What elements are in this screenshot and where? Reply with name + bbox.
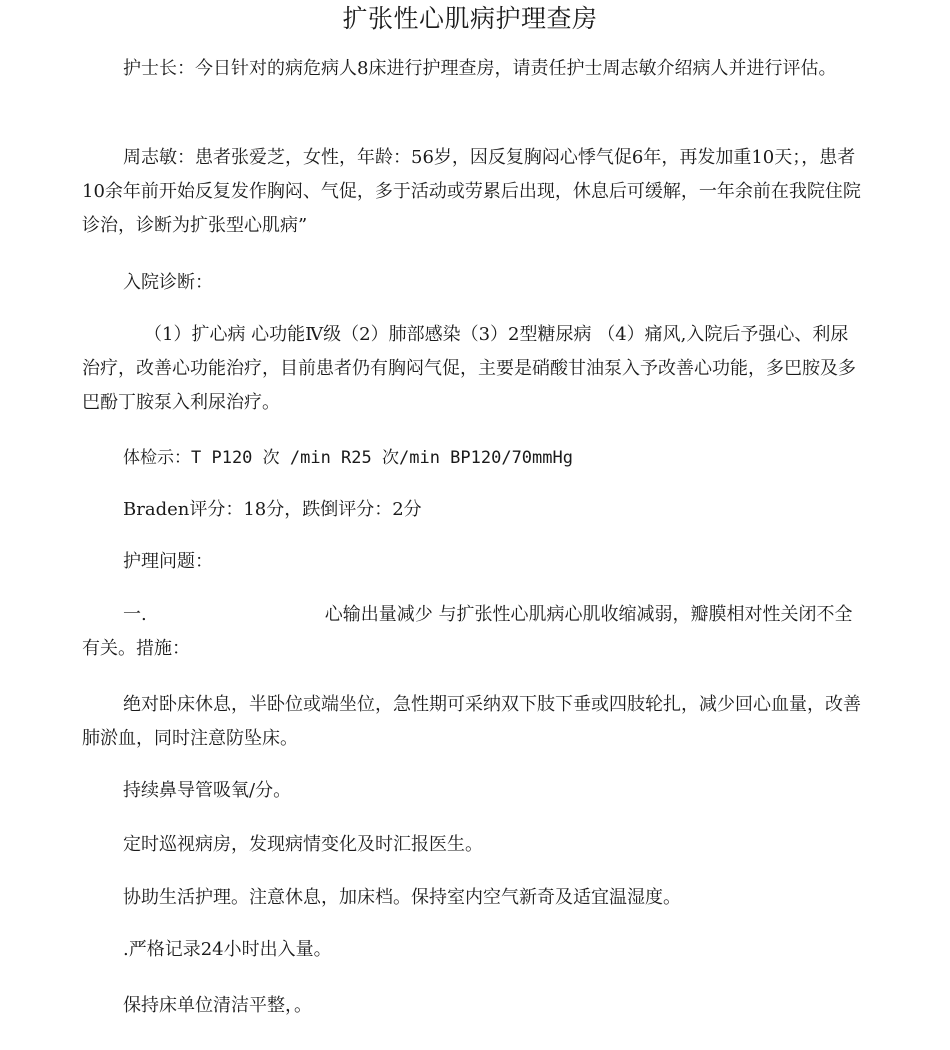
issue-number: 一. [123, 604, 147, 625]
measure-intake-output: .严格记录24小时出入量。 [123, 939, 332, 960]
issue-text: 心输出量减少 与扩张性心肌病心肌收缩减弱，瓣膜相对性关闭不全有关。措施： [82, 604, 853, 659]
measure-oxygen: 持续鼻导管吸氧/分。 [123, 780, 292, 801]
measure-bed-rest: 绝对卧床休息，半卧位或端坐位，急性期可采纳双下肢下垂或四肢轮扎，减少回心血量，改善肺淤血，同时注意防坠床。 [82, 694, 861, 749]
measure-daily-care: 协助生活护理。注意休息，加床档。保持室内空气新奇及适宜温湿度。 [123, 887, 681, 908]
measure-rounds: 定时巡视病房，发现病情变化及时汇报医生。 [123, 834, 483, 855]
measure-bed-unit: 保持床单位清洁平整，。 [123, 995, 312, 1016]
physical-exam-line: 体检示：T P120 次 /min R25 次/min BP120/70mmHg [123, 448, 573, 468]
nursing-issue-one [82, 598, 862, 666]
patient-intro-paragraph: 周志敏：患者张爱芝，女性，年龄：56岁，因反复胸闷心悸气促6年，再发加重10天；，患者10余年前开始反复发作胸闷、气促，多于活动或劳累后出现，休息后可缓解，一年余前在我院住院诊治，诊断为扩张型心肌病” [82, 147, 861, 236]
document-title: 扩张性心肌病护理查房 [342, 4, 598, 33]
assessment-scores-line: Braden评分：18分，跌倒评分：2分 [123, 499, 422, 520]
admission-diagnosis-details: （1）扩心病 心功能Ⅳ级（2）肺部感染（3）2型糖尿病 （4）痛风,入院后予强心、利尿治疗，改善心功能治疗，目前患者仍有胸闷气促，主要是硝酸甘油泵入予改善心功能，多巴胺及多巴酚丁胺泵入利尿治疗。 [82, 324, 856, 413]
head-nurse-paragraph: 护士长：今日针对的病危病人8床进行护理查房，请责任护士周志敏介绍病人并进行评估。 [123, 58, 837, 79]
nursing-issues-heading: 护理问题： [123, 551, 213, 572]
admission-diagnosis-heading: 入院诊断： [123, 272, 213, 293]
